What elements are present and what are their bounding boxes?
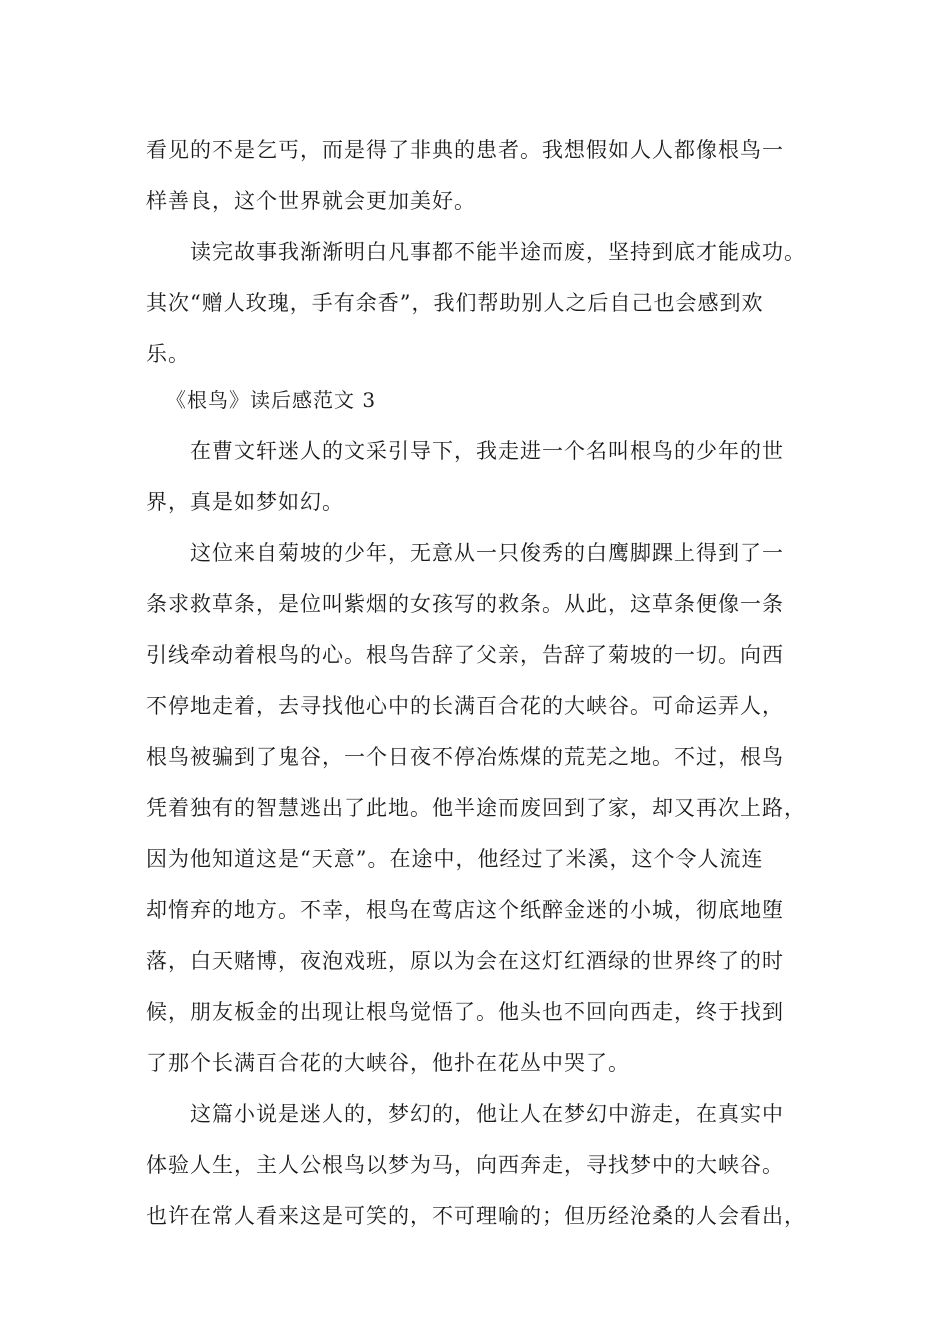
- text-line: 不停地走着，去寻找他心中的长满百合花的大峡谷。可命运弄人，: [146, 694, 784, 718]
- text-line: 这位来自菊坡的少年，无意从一只俊秀的白鹰脚踝上得到了一: [190, 541, 784, 565]
- text-line: 乐。: [146, 342, 190, 366]
- text-line: 其次“赠人玫瑰，手有余香”，我们帮助别人之后自己也会感到欢: [146, 291, 764, 315]
- text-line: 体验人生，主人公根鸟以梦为马，向西奔走，寻找梦中的大峡谷。: [146, 1153, 784, 1177]
- text-line: 也许在常人看来这是可笑的，不可理喻的；但历经沧桑的人会看出，: [146, 1204, 806, 1228]
- section-heading: 《根鸟》读后感范文 3: [166, 388, 377, 412]
- text-line: 根鸟被骗到了鬼谷，一个日夜不停冶炼煤的荒芜之地。不过，根鸟: [146, 745, 784, 769]
- text-line: 条求救草条，是位叫紫烟的女孩写的救条。从此，这草条便像一条: [146, 592, 784, 616]
- text-line: 因为他知道这是“天意”。在途中，他经过了米溪，这个令人流连: [146, 847, 764, 871]
- text-line: 引线牵动着根鸟的心。根鸟告辞了父亲，告辞了菊坡的一切。向西: [146, 643, 784, 667]
- text-line: 读完故事我渐渐明白凡事都不能半途而废，坚持到底才能成功。: [190, 240, 806, 264]
- text-line: 这篇小说是迷人的，梦幻的，他让人在梦幻中游走，在真实中: [190, 1102, 784, 1126]
- text-line: 落，白天赌博，夜泡戏班，原以为会在这灯红酒绿的世界终了的时: [146, 949, 784, 973]
- text-line: 在曹文轩迷人的文采引导下，我走进一个名叫根鸟的少年的世: [190, 439, 784, 463]
- text-line: 却惰弃的地方。不幸，根鸟在莺店这个纸醉金迷的小城，彻底地堕: [146, 898, 784, 922]
- text-line: 候，朋友板金的出现让根鸟觉悟了。他头也不回向西走，终于找到: [146, 1000, 784, 1024]
- text-line: 样善良，这个世界就会更加美好。: [146, 189, 476, 213]
- text-line: 了那个长满百合花的大峡谷，他扑在花丛中哭了。: [146, 1051, 630, 1075]
- text-line: 凭着独有的智慧逃出了此地。他半途而废回到了家，却又再次上路，: [146, 796, 806, 820]
- text-line: 看见的不是乞丐，而是得了非典的患者。我想假如人人都像根鸟一: [146, 138, 784, 162]
- text-line: 界，真是如梦如幻。: [146, 490, 344, 514]
